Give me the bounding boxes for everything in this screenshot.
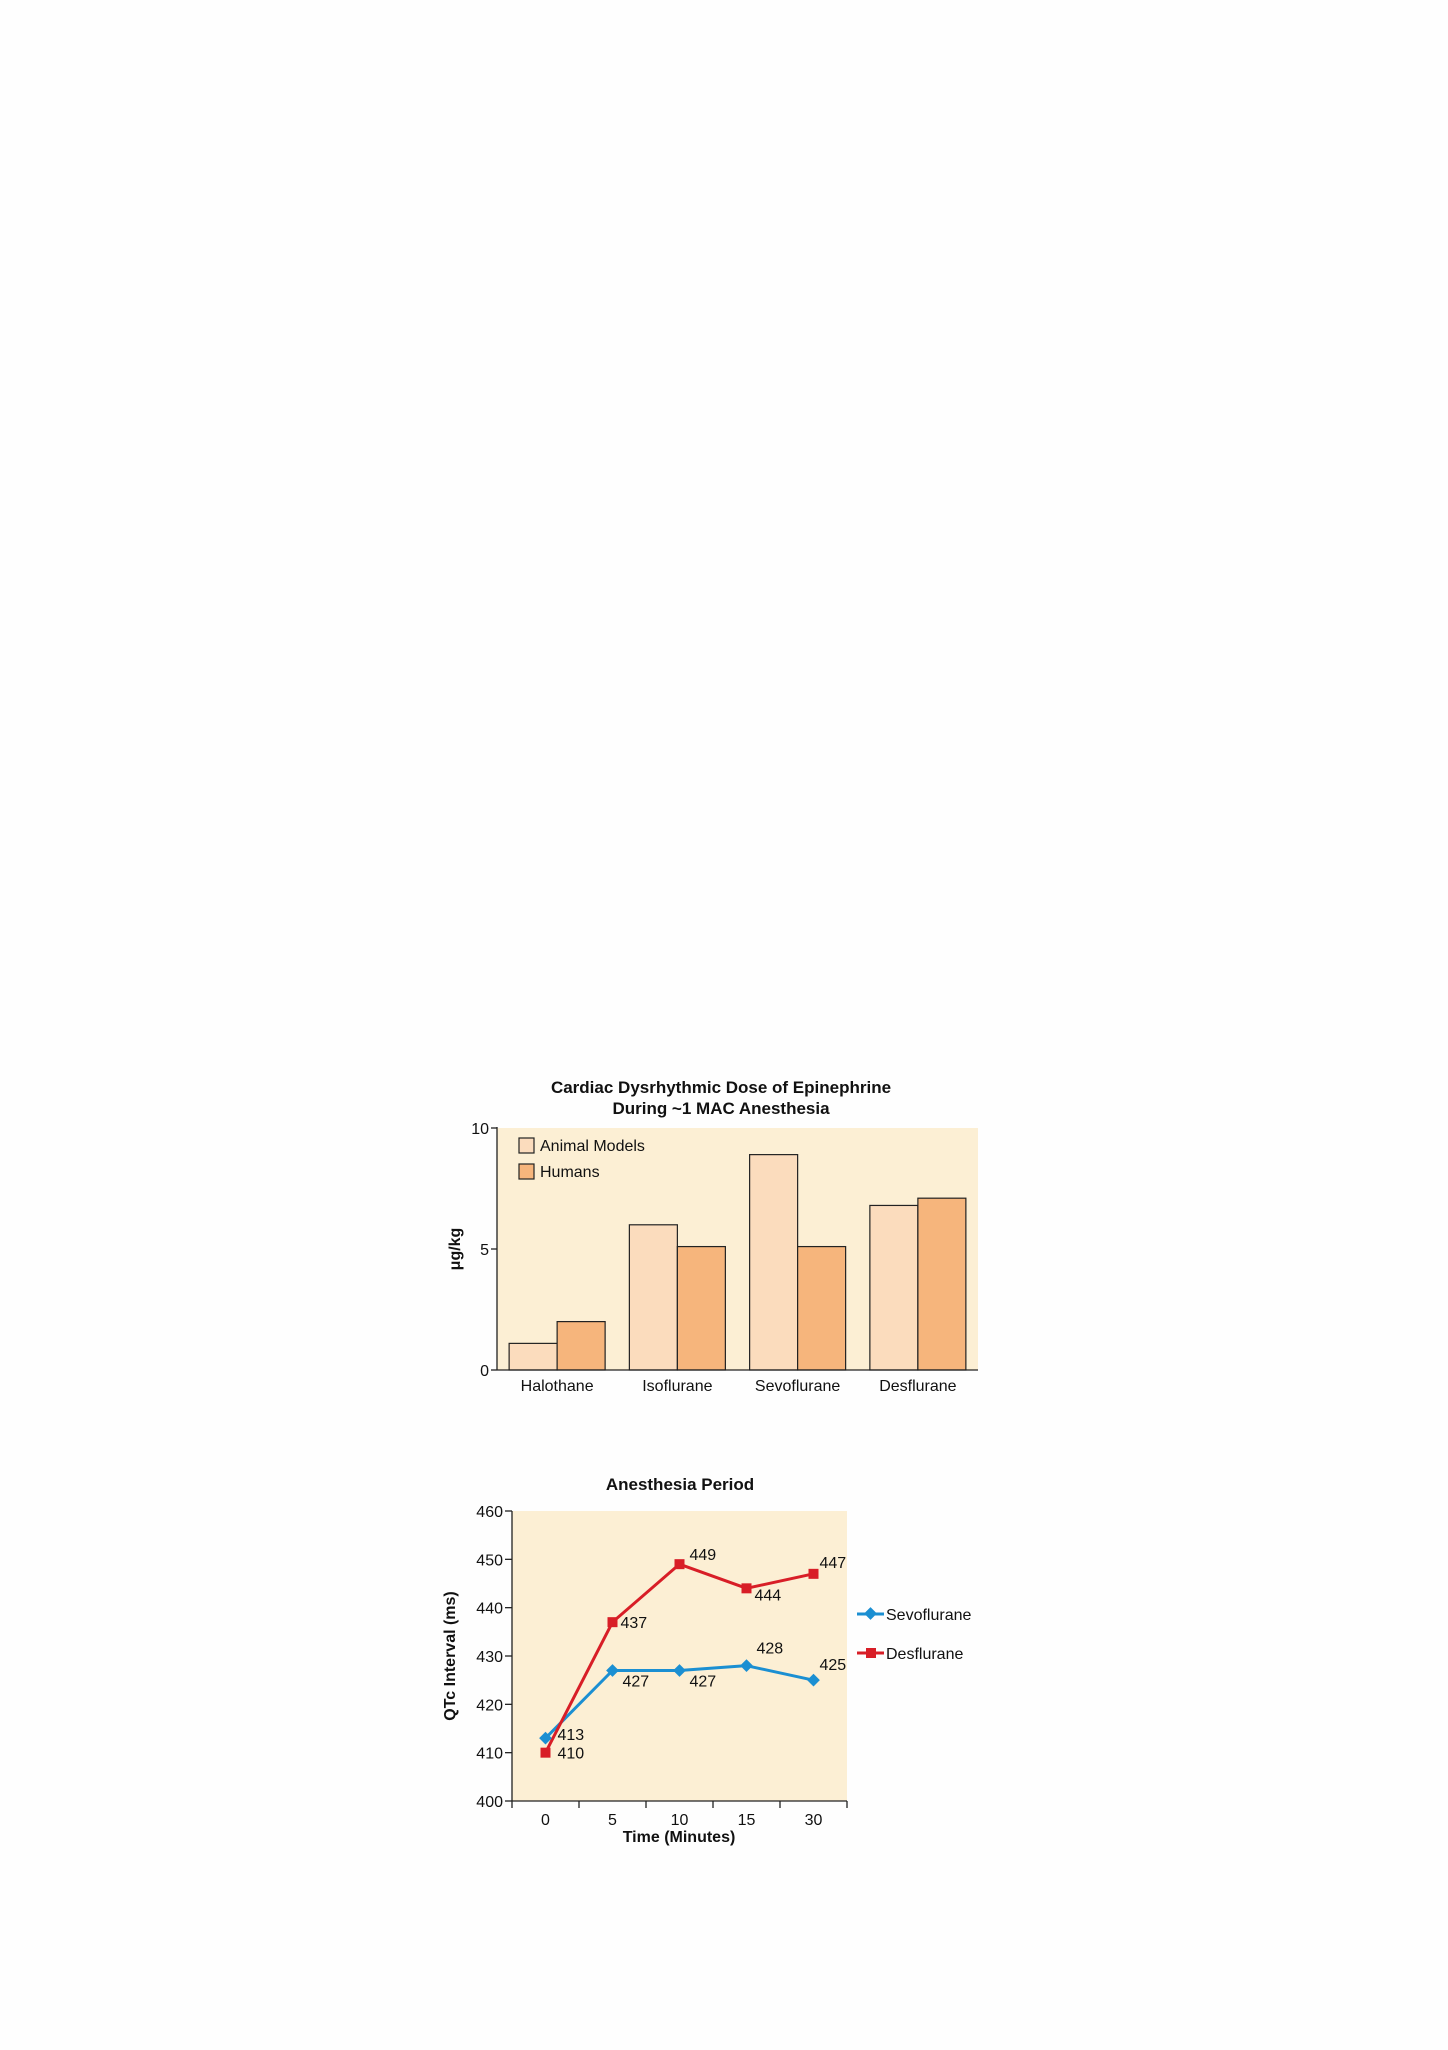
epinephrine-bar-chart (447, 1078, 978, 1395)
data-label-desflurane-30: 447 (819, 1554, 847, 1572)
line-x-tick-label: 0 (541, 1812, 550, 1829)
bar-humans-isoflurane (677, 1247, 725, 1370)
bar-y-tick-label: 5 (480, 1242, 489, 1259)
bar-y-tick-label: 0 (480, 1363, 489, 1380)
legend-marker-desflurane (866, 1648, 876, 1658)
data-label-desflurane-15: 444 (754, 1587, 782, 1605)
point-desflurane-30 (809, 1569, 819, 1579)
bar-animal-models-halothane (509, 1343, 557, 1370)
point-desflurane-15 (742, 1583, 752, 1593)
legend-label-desflurane: Desflurane (886, 1646, 964, 1663)
legend-label-sevoflurane: Sevoflurane (886, 1607, 972, 1624)
line-y-tick-label: 400 (476, 1794, 503, 1811)
data-label-desflurane-10: 449 (689, 1547, 717, 1565)
legend-label-humans: Humans (540, 1164, 600, 1181)
line-x-axis-label: Time (Minutes) (622, 1829, 736, 1846)
bar-x-tick-label: Isoflurane (642, 1378, 713, 1395)
line-y-tick-label: 440 (476, 1600, 503, 1618)
point-desflurane-5 (608, 1617, 618, 1627)
legend-swatch-animal-models (519, 1138, 534, 1153)
line-x-tick-label: 5 (608, 1812, 617, 1829)
bar-animal-models-desflurane (870, 1205, 918, 1370)
legend-swatch-humans (519, 1164, 534, 1179)
line-y-tick-label: 460 (476, 1504, 503, 1521)
data-label-desflurane-5: 437 (620, 1615, 648, 1633)
bar-chart-subtitle: During ~1 MAC Anesthesia (612, 1099, 830, 1118)
bar-humans-sevoflurane (798, 1247, 846, 1370)
bar-x-tick-label: Halothane (520, 1378, 594, 1395)
legend-label-animal-models: Animal Models (540, 1138, 645, 1155)
data-label-sevoflurane-5: 427 (622, 1673, 650, 1691)
legend-marker-sevoflurane (864, 1607, 877, 1620)
bar-animal-models-isoflurane (629, 1225, 677, 1370)
line-y-tick-label: 410 (476, 1745, 503, 1763)
line-x-tick-label: 30 (804, 1812, 823, 1829)
bar-x-tick-label: Desflurane (879, 1378, 957, 1395)
line-y-tick-label: 450 (476, 1552, 503, 1570)
line-legend (857, 1607, 971, 1663)
line-y-axis-label: QTc Interval (ms) (442, 1591, 459, 1721)
data-label-sevoflurane-0: 413 (557, 1727, 585, 1745)
qtc-line-chart (442, 1475, 971, 1846)
line-x-tick-label: 15 (737, 1812, 756, 1829)
point-desflurane-10 (675, 1559, 685, 1569)
bar-y-axis-label: μg/kg (447, 1227, 464, 1271)
line-y-tick-label: 430 (476, 1649, 503, 1666)
line-y-tick-label: 420 (476, 1697, 503, 1715)
line-x-tick-label: 10 (670, 1812, 689, 1829)
line-chart-title: Anesthesia Period (605, 1475, 755, 1494)
bar-x-tick-label: Sevoflurane (754, 1378, 841, 1395)
data-label-sevoflurane-30: 425 (819, 1657, 847, 1675)
data-label-desflurane-0: 410 (557, 1745, 585, 1763)
bar-y-tick-label: 10 (471, 1121, 489, 1138)
bar-chart-title: Cardiac Dysrhythmic Dose of Epinephrine (550, 1078, 892, 1097)
bar-humans-halothane (557, 1322, 605, 1370)
data-label-sevoflurane-15: 428 (756, 1640, 784, 1658)
point-desflurane-0 (541, 1748, 551, 1758)
bar-humans-desflurane (918, 1198, 966, 1370)
data-label-sevoflurane-10: 427 (689, 1673, 717, 1691)
bar-animal-models-sevoflurane (750, 1155, 798, 1370)
